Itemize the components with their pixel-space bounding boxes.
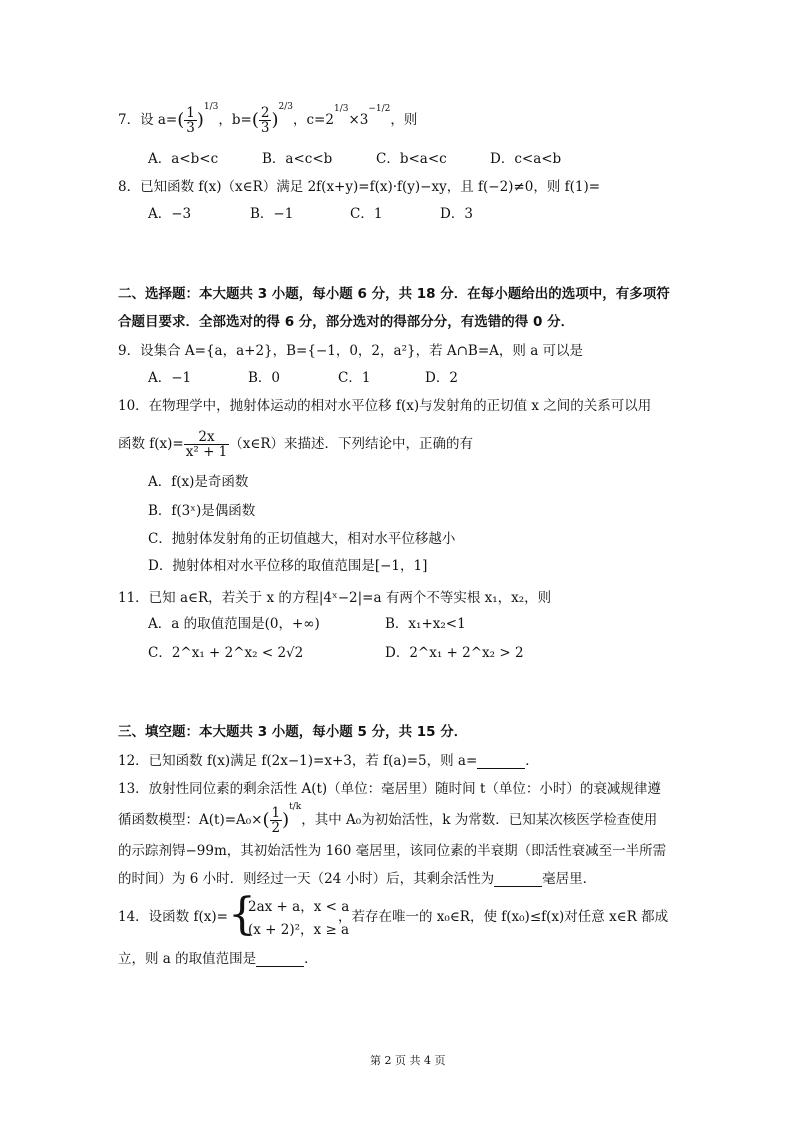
q8-option-d: D．3: [440, 206, 473, 222]
frac-den: x² + 1: [185, 444, 228, 461]
q12-text: 12．已知函数 f(x)满足 f(2x−1)=x+3，若 f(a)=5，则 a=: [118, 753, 478, 769]
section3-heading: 三、填空题：本大题共 3 小题，每小题 5 分，共 15 分．: [118, 724, 468, 740]
frac-num: 2: [260, 105, 270, 121]
section2-heading-cont: 合题目要求．全部选对的得 6 分，部分选对的得部分分，有选错的得 0 分．: [118, 314, 575, 330]
q11-option-b: B．x₁+x₂<1: [385, 616, 466, 632]
q8-option-b: B．−1: [250, 206, 294, 222]
page-number: 第 2 页 共 4 页: [370, 1054, 446, 1067]
q7-text-b: ，b=: [218, 112, 252, 129]
q10-option-a: A．f(x)是奇函数: [148, 474, 249, 490]
q7-number: 7．: [118, 112, 141, 129]
q13-exp: t/k: [289, 801, 302, 812]
q7-exp-c1: 1/3: [333, 103, 349, 114]
q7-option-c: C．b<a<c: [376, 151, 447, 167]
q7-paren: ): [271, 109, 279, 131]
q13-answer-blank[interactable]: [494, 874, 542, 887]
q14-suffix: ，若存在唯一的 x₀∈R，使 f(x₀)≤f(x)对任意 x∈R 都成: [338, 909, 669, 925]
q13-line3: 的示踪剂锝−99m，其初始活性为 160 毫居里，该同位素的半衰期（即活性衰减至一半所需: [118, 843, 667, 859]
q7-frac-b: [259, 106, 272, 135]
q13-paren: (: [262, 809, 270, 831]
q10-option-d: D．抛射体相对水平位移的取值范围是[−1，1]: [148, 558, 428, 574]
q10-option-c: C．抛射体发射角的正切值越大，相对水平位移越小: [148, 531, 456, 547]
q10-suffix: （x∈R）来描述．下列结论中，正确的有: [229, 435, 474, 452]
q11-stem: 11．已知 a∈R，若关于 x 的方程|4ˣ−2|=a 有两个不等实根 x₁，x₂，则: [118, 590, 552, 606]
q7-option-b: B．a<c<b: [262, 151, 333, 167]
q7-paren: ): [196, 109, 204, 131]
q13-line4: [118, 873, 596, 887]
frac-den: 2: [271, 820, 281, 837]
q9-option-b: B．0: [248, 370, 281, 386]
q14-brace: {: [228, 889, 256, 940]
q11-option-a: A．a 的取值范围是(0，+∞): [148, 616, 320, 632]
frac-num: 1: [186, 105, 195, 121]
q14-prefix: 14．设函数 f(x)=: [118, 909, 228, 925]
q10-option-b: B．f(3ˣ)是偶函数: [148, 503, 256, 519]
q13-model-tail: ，其中 A₀为初始活性，k 为常数．已知某次核医学检查使用: [301, 811, 658, 828]
q7-frac-a: [184, 106, 197, 135]
q7-times: ×3: [348, 112, 369, 129]
q14-line2-text: 立，则 a 的取值范围是: [118, 951, 257, 967]
q13-model: [118, 801, 658, 837]
q13-paren: ): [282, 809, 290, 831]
q7-text-a: 设 a=: [140, 112, 178, 129]
q13-line4-text: 的时间）为 6 小时．则经过一天（24 小时）后，其剩余活性为: [118, 871, 495, 887]
q7-text-end: ，则: [390, 112, 418, 129]
q11-option-d: D．2^x₁ + 2^x₂ > 2: [385, 645, 524, 661]
q7-paren: (: [251, 109, 259, 131]
q13-frac: [270, 806, 283, 835]
q10-fraction: [184, 430, 230, 459]
q7-option-d: D．c<a<b: [490, 151, 562, 167]
frac-num: 2x: [198, 429, 215, 445]
q8-option-a: A．−3: [148, 206, 192, 222]
q7-exp-c2: −1/2: [368, 103, 391, 114]
q7-text-c: ，c=2: [293, 112, 334, 129]
section2-heading: 二、选择题：本大题共 3 小题，每小题 6 分，共 18 分．在每小题给出的选项中，有多项符: [118, 286, 670, 302]
q7-exp-a: 1/3: [203, 101, 219, 112]
q13-line4-end: 毫居里．: [542, 871, 597, 887]
q14-case1: 2ax + a，x < a: [248, 899, 350, 915]
q9-stem: 9．设集合 A={a，a+2}，B={−1，0，2，a²}，若 A∩B=A，则 a 可以是: [118, 343, 584, 359]
q10-stem-formula: [118, 430, 473, 459]
frac-den: 3: [186, 120, 195, 137]
q13-stem: 13．放射性同位素的剩余活性 A(t)（单位：毫居里）随时间 t（单位：小时）的衰减规律遵: [118, 781, 661, 797]
q12-text-end: ．: [525, 753, 539, 769]
q12-answer-blank[interactable]: [477, 756, 525, 769]
frac-den: 3: [260, 120, 270, 137]
q14-answer-blank[interactable]: [256, 954, 304, 967]
q8-stem: 8．已知函数 f(x)（x∈R）满足 2f(x+y)=f(x)·f(y)−xy，且 f(−2)≠0，则 f(1)=: [118, 179, 601, 195]
q14-line2-end: ．: [304, 951, 318, 967]
q14-line2: [118, 953, 318, 967]
q8-option-c: C．1: [350, 206, 383, 222]
q7-exp-b: 2/3: [278, 101, 293, 112]
q10-prefix: 函数 f(x)=: [118, 435, 184, 452]
q7-option-a: A．a<b<c: [148, 151, 219, 167]
q14-case2: (x + 2)²，x ≥ a: [248, 922, 350, 938]
q7-paren: (: [177, 109, 185, 131]
q11-option-c: C．2^x₁ + 2^x₂ < 2√2: [148, 645, 304, 661]
q12-stem: [118, 755, 539, 769]
q10-stem: 10．在物理学中，抛射体运动的相对水平位移 f(x)与发射角的正切值 x 之间的关系可以用: [118, 398, 652, 414]
q13-model-text: 循函数模型：A(t)=A₀×: [118, 811, 263, 828]
q7-stem: [118, 101, 418, 137]
q9-option-a: A．−1: [148, 370, 192, 386]
frac-num: 1: [271, 805, 281, 821]
q9-option-c: C．1: [338, 370, 371, 386]
q9-option-d: D．2: [425, 370, 458, 386]
